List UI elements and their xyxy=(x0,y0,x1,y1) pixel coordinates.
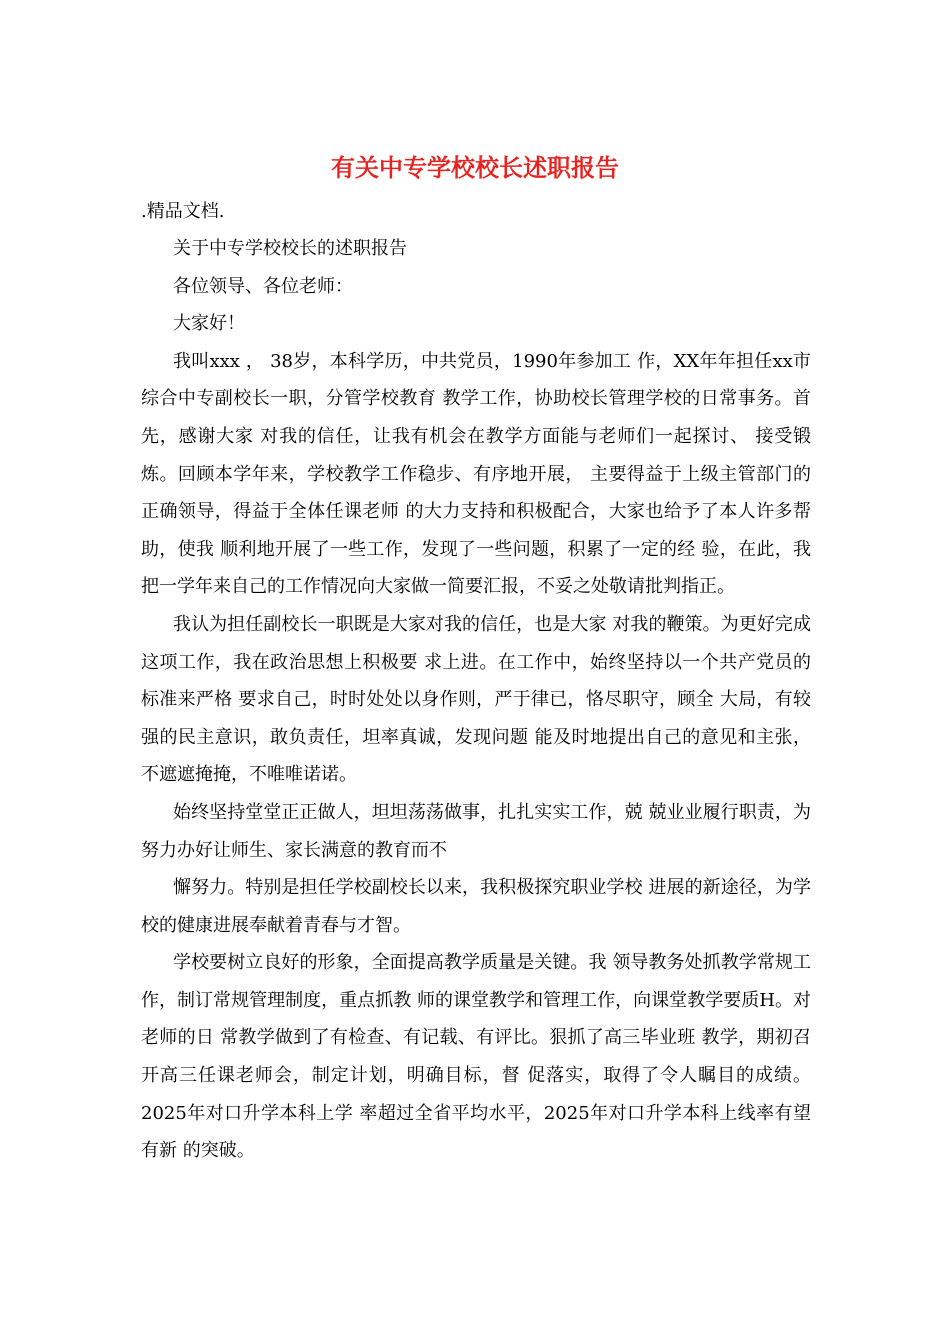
paragraph: 学校要树立良好的形象，全面提高教学质量是关键。我 领导教务处抓教学常规工作，制订常规管理制度，重点抓教 师的课堂教学和管理工作，向课堂教学要质H。对老师的日 常教学做到了有检查、有记载、有评比。狠抓了高三毕业班 教学，期初召开高三任课老师会，制定计划，明确目标，督 促落实，取得了令人瞩目的成绩。2025年对口升学本科上学 率超过全省平均水平，2025年对口升学本科上线率有望有新 的突破。 xyxy=(141,952,811,1162)
paragraph-salutation: 各位领导、各位老师： xyxy=(173,275,353,297)
paragraph: 我认为担任副校长一职既是大家对我的信任，也是大家 对我的鞭策。为更好完成这项工作，我在政治思想上积极要 求上进。在工作中，始终坚持以一个共产党员的标准来严格 要求自己，时时处处以身作则，严于律已，恪尽职守，顾全 大局，有较强的民主意识，敢负责任，坦率真诚，发现问题 能及时地提出自己的意见和主张， 不遮遮掩掩，不唯唯诺诺。 xyxy=(141,613,811,786)
paragraph: 我叫xxx ， 38岁，本科学历，中共党员，1990年参加工 作，XX年年担任xx市综合中专副校长一职，分管学校教育 教学工作，协助校长管理学校的日常事务。首先，感谢大家 对我的信任，让我有机会在教学方面能与老师们一起探讨、 接受锻炼。回顾本学年来，学校教学工作稳步、有序地开展， 主要得益于上级主管部门的正确领导，得益于全体任课老师 的大力支持和积极配合，大家也给予了本人许多帮助，使我 顺利地开展了一些工作，发现了一些问题，积累了一定的经 验，在此，我把一学年来自己的工作情况向大家做一简要汇报，不妥之处敬请批判指正。 xyxy=(141,350,811,598)
paragraph: 始终坚持堂堂正正做人，坦坦荡荡做事，扎扎实实工作，兢 兢业业履行职责，为努力办好让师生、家长满意的教育而不 xyxy=(141,801,811,861)
paragraph-greeting: 大家好！ xyxy=(173,313,245,335)
document-title: 有关中专学校校长述职报告 xyxy=(331,153,619,182)
document-tag: .精品文档. xyxy=(141,201,225,222)
paragraph: 懈努力。特别是担任学校副校长以来，我积极探究职业学校 进展的新途径，为学校的健康进展奉献着青春与才智。 xyxy=(141,877,811,936)
paragraph-heading: 关于中专学校校长的述职报告 xyxy=(173,238,407,259)
document-body xyxy=(141,230,811,1170)
